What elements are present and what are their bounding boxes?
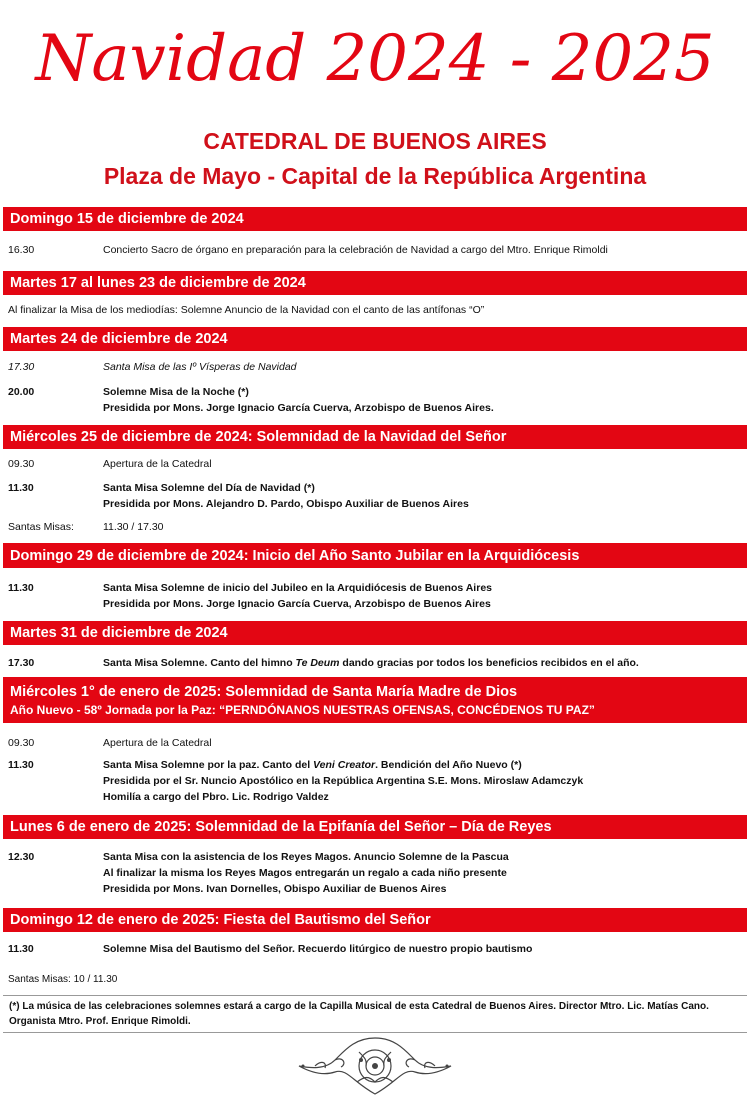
schedule-text: Santa Misa Solemne. Canto del himno Te Deum dando gracias por todos los beneficios recibidos en el año.	[103, 657, 639, 669]
schedule-text: 11.30 / 17.30	[103, 521, 164, 533]
page-title: Navidad 2024 - 2025	[35, 22, 715, 96]
schedule-text: Presidida por Mons. Jorge Ignacio García Cuerva, Arzobispo de Buenos Aires	[103, 598, 491, 610]
schedule-text: Homilía a cargo del Pbro. Lic. Rodrigo Valdez	[103, 791, 329, 803]
section-heading: Martes 24 de diciembre de 2024	[3, 327, 747, 351]
section-heading: Domingo 29 de diciembre de 2024: Inicio del Año Santo Jubilar en la Arquidiócesis	[3, 543, 747, 568]
schedule-time: 09.30	[8, 737, 35, 749]
schedule-time: 17.30	[8, 361, 35, 373]
schedule-text: Presidida por Mons. Jorge Ignacio García Cuerva, Arzobispo de Buenos Aires.	[103, 402, 494, 414]
footnote	[3, 995, 747, 1033]
schedule-text: Apertura de la Catedral	[103, 458, 212, 470]
schedule-time: 12.30	[8, 851, 35, 863]
subtitle-cathedral: CATEDRAL DE BUENOS AIRES	[203, 128, 547, 154]
schedule-time: 20.00	[8, 386, 35, 398]
schedule-text: Santa Misa con la asistencia de los Reyes Magos. Anuncio Solemne de la Pascua	[103, 851, 509, 863]
schedule-text: Al finalizar la misma los Reyes Magos entregarán un regalo a cada niño presente	[103, 867, 507, 879]
schedule-text: Santa Misa de las Iº Vísperas de Navidad	[103, 361, 297, 373]
schedule-text: Santa Misa Solemne del Día de Navidad (*)	[103, 482, 315, 494]
subtitle-location: Plaza de Mayo - Capital de la República Argentina	[103, 163, 647, 189]
section-heading	[3, 677, 747, 723]
schedule-time: 11.30	[8, 582, 34, 594]
section-heading-title: Miércoles 1° de enero de 2025: Solemnidad de Santa María Madre de Dios	[10, 683, 518, 700]
schedule-text: Presidida por Mons. Ivan Dornelles, Obispo Auxiliar de Buenos Aires	[103, 883, 447, 895]
schedule-text: Santa Misa Solemne de inicio del Jubileo en la Arquidiócesis de Buenos Aires	[103, 582, 492, 594]
schedule-text: Santas Misas: 10 / 11.30	[8, 974, 118, 985]
schedule-time: 11.30	[8, 482, 34, 494]
section-heading: Domingo 12 de enero de 2025: Fiesta del Bautismo del Señor	[3, 908, 747, 932]
section-heading: Martes 17 al lunes 23 de diciembre de 2024	[3, 271, 747, 295]
schedule-time: 11.30	[8, 943, 34, 955]
schedule-time: 11.30	[8, 759, 34, 771]
schedule-time: 17.30	[8, 657, 35, 669]
section-heading: Miércoles 25 de diciembre de 2024: Solemnidad de la Navidad del Señor	[3, 425, 747, 449]
schedule-text: Santa Misa Solemne por la paz. Canto del Veni Creator. Bendición del Año Nuevo (*)	[103, 759, 522, 771]
footnote-line: Organista Mtro. Prof. Enrique Rimoldi.	[9, 1016, 191, 1027]
section-heading: Domingo 15 de diciembre de 2024	[3, 207, 747, 231]
schedule-row	[8, 302, 484, 318]
schedule-time: 09.30	[8, 458, 35, 470]
section-heading: Martes 31 de diciembre de 2024	[3, 621, 747, 645]
schedule-text: Solemne Misa del Bautismo del Señor. Recuerdo litúrgico de nuestro propio bautismo	[103, 943, 533, 955]
section-heading: Lunes 6 de enero de 2025: Solemnidad de la Epifanía del Señor – Día de Reyes	[3, 815, 747, 839]
schedule-text: Apertura de la Catedral	[103, 737, 212, 749]
schedule-text: Solemne Misa de la Noche (*)	[103, 386, 249, 398]
schedule-row	[8, 972, 117, 988]
schedule-time: 16.30	[8, 244, 35, 256]
section-heading-subtitle: Año Nuevo - 58º Jornada por la Paz: “PERNDÓNANOS NUESTRAS OFENSAS, CONCÉDENOS TU PAZ”	[10, 702, 595, 717]
schedule-text: Al finalizar la Misa de los mediodías: Solemne Anuncio de la Navidad con el canto de las antífonas “O”	[8, 304, 485, 316]
ornament-icon	[295, 1030, 455, 1102]
schedule-text: Concierto Sacro de órgano en preparación para la celebración de Navidad a cargo del Mtro. Enrique Rimoldi	[103, 244, 608, 256]
footnote-line: (*) La música de las celebraciones solemnes estará a cargo de la Capilla Musical de esta Catedral de Buenos Aires. Director Mtro. Lic. Matías Cano.	[9, 1001, 709, 1012]
schedule-time: Santas Misas:	[8, 521, 74, 533]
schedule-text: Presidida por Mons. Alejandro D. Pardo, Obispo Auxiliar de Buenos Aires	[103, 498, 469, 510]
schedule-text: Presidida por el Sr. Nuncio Apostólico en la República Argentina S.E. Mons. Miroslaw Adamczyk	[103, 775, 584, 787]
